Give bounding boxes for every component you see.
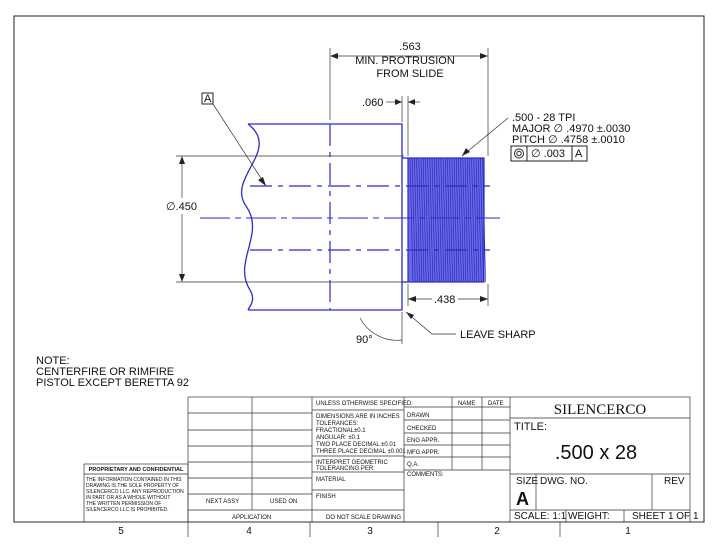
finish-label: FINISH [316,494,336,500]
used-on-label: USED ON [270,499,298,505]
dimension-annotations [164,41,630,346]
size-value: A [516,489,529,509]
zone-2: 2 [494,526,500,537]
proprietary-line-1: THE INFORMATION CONTAINED IN THIS [86,477,182,483]
note-line-2: PISTOL EXCEPT BERETTA 92 [36,377,190,389]
tol-line-4: ANGULAR: ±0.1 [316,435,360,441]
dwg-no-label: DWG. NO. [540,476,588,487]
dim-min-protrusion: .563 [399,41,421,53]
material-label: MATERIAL [316,477,346,483]
tol-line-1: DIMENSIONS ARE IN INCHES [316,414,400,420]
zone-3: 3 [367,526,373,537]
proprietary-notice [84,464,188,522]
tol-line-3: FRACTIONAL±0.1 [316,428,366,434]
dim-diameter: ∅.450 [166,201,197,213]
dim-angle: 90° [356,334,373,346]
dim-thread-length: .438 [434,294,456,306]
leave-sharp-note: LEAVE SHARP [460,329,536,341]
interp-line-1: INTERPRET GEOMETRIC [316,460,388,466]
size-label: SIZE [516,476,539,487]
tol-line-2: TOLERANCES: [316,421,359,427]
dim-min-protrusion-label-2: FROM SLIDE [376,68,444,80]
do-not-scale: DO NOT SCALE DRAWING [326,515,402,521]
weight-label: WEIGHT: [568,511,610,522]
sheet-label: SHEET 1 OF 1 [632,511,699,522]
next-assy-label: NEXT ASSY [206,499,240,505]
proprietary-line-4: IN PART OR AS A WHOLE WITHOUT [86,495,171,501]
thread-pitch-diameter: PITCH ∅ .4758 ±.0010 [512,134,625,146]
mfg-appr-label: MFG APPR. [407,450,440,456]
tol-line-6: THREE PLACE DECIMAL ±0.001 [316,449,406,455]
fcf-datum: A [575,148,583,160]
qa-label: Q.A. [407,462,420,468]
zone-4: 4 [246,526,252,537]
datum-a-label: A [204,93,212,105]
general-note [36,355,189,389]
interp-line-2: TOLERANCING PER: [316,466,375,472]
proprietary-line-5: THE WRITTEN PERMISSION OF [86,501,162,507]
dim-min-protrusion-label-1: MIN. PROTRUSION [355,55,455,67]
fcf-tolerance: ∅ .003 [531,148,566,160]
tol-line-5: TWO PLACE DECIMAL ±0.01 [316,442,397,448]
application-label: APPLICATION [232,515,272,521]
concentricity-icon [515,149,524,158]
proprietary-line-2: DRAWING IS THE SOLE PROPERTY OF [86,483,180,489]
zone-5: 5 [118,526,124,537]
name-header: NAME [458,401,476,407]
thread-major-diameter: MAJOR ∅ .4970 ±.0030 [512,123,631,135]
proprietary-line-6: SILENCERCO LLC IS PROHIBITED. [86,507,169,513]
rev-label: REV [664,476,685,487]
feature-control-frame [511,146,587,161]
scale-label: SCALE: 1:1 [514,511,567,522]
proprietary-line-3: SILENCERCO LLC. ANY REPRODUCTION [86,489,184,495]
drawing-title: .500 x 28 [554,442,638,464]
title-label: TITLE: [514,421,548,433]
checked-label: CHECKED [407,426,437,432]
thread-spec: .500 - 28 TPI [512,112,576,124]
eng-appr-label: ENG APPR. [407,438,440,444]
comments-label: COMMENTS: [407,472,444,478]
zone-1: 1 [625,526,631,537]
drawn-label: DRAWN [407,413,430,419]
unless-specified: UNLESS OTHERWISE SPECIFIED: [316,401,413,407]
title-block [188,397,699,522]
note-line-1: CENTERFIRE OR RIMFIRE [36,366,175,378]
date-header: DATE [488,401,504,407]
note-heading: NOTE: [36,355,70,367]
company-name: SILENCERCO [553,402,647,418]
proprietary-title: PROPRIETARY AND CONFIDENTIAL [88,467,184,473]
zone-markers [14,522,704,537]
dim-step: .060 [362,97,384,109]
